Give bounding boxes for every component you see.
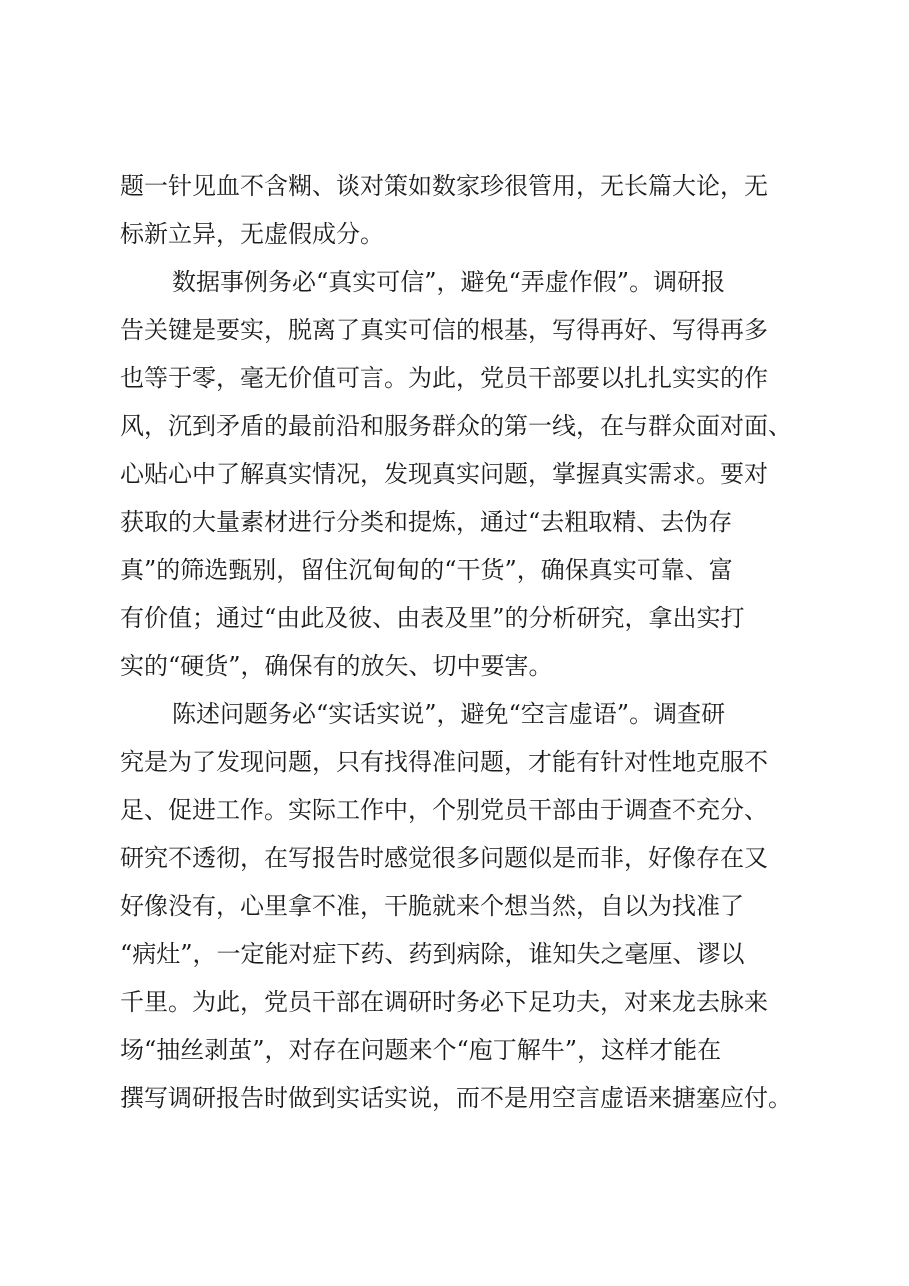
text-line-content: 有价值；通过“由此及彼、由表及里”的分析研究，拿出实打 [120,604,745,632]
text-line [0,1080,909,1116]
text-line-content: 实的“硬货”，确保有的放矢、切中要害。 [120,652,553,680]
text-line [0,264,909,300]
text-line [0,840,909,876]
text-line [0,744,909,780]
text-line [0,360,909,396]
text-line-content: 获取的大量素材进行分类和提炼，通过“去粗取精、去伪存 [120,508,733,536]
text-line-content: 心贴心中了解真实情况，发现真实问题，掌握真实需求。要对 [120,460,768,488]
text-line-content: 数据事例务必“真实可信”，避免“弄虚作假”。调研报 [172,268,726,296]
text-line-content: 告关键是要实，脱离了真实可信的根基，写得再好、写得再多 [120,316,768,344]
text-line-content: 研究不透彻，在写报告时感觉很多问题似是而非，好像存在又 [120,844,768,872]
text-line-content: 撰写调研报告时做到实话实说，而不是用空言虚语来搪塞应付。 [120,1084,792,1112]
text-line-content: 好像没有，心里拿不准，干脆就来个想当然，自以为找准了 [120,892,744,920]
text-line [0,504,909,540]
text-line-content: 也等于零，毫无价值可言。为此，党员干部要以扎扎实实的作 [120,364,768,392]
text-line [0,216,909,252]
text-line [0,984,909,1020]
text-line [0,696,909,732]
text-line [0,312,909,348]
text-line [0,456,909,492]
text-line-content: 风，沉到矛盾的最前沿和服务群众的第一线，在与群众面对面、 [120,412,792,440]
text-line-content: 题一针见血不含糊、谈对策如数家珍很管用，无长篇大论，无 [120,172,768,200]
text-line [0,600,909,636]
text-line [0,648,909,684]
text-line-content: “病灶”，一定能对症下药、药到病除，谁知失之毫厘、谬以 [120,940,745,968]
text-line [0,408,909,444]
text-line [0,888,909,924]
text-line-content: 千里。为此，党员干部在调研时务必下足功夫，对来龙去脉来 [120,988,768,1016]
text-line-content: 究是为了发现问题，只有找得准问题，才能有针对性地克服不 [120,748,768,776]
text-line [0,936,909,972]
text-line [0,552,909,588]
text-line-content: 标新立异，无虚假成分。 [120,220,384,248]
text-line-content: 陈述问题务必“实话实说”，避免“空言虚语”。调查研 [172,700,726,728]
text-line [0,792,909,828]
text-line-content: 足、促进工作。实际工作中，个别党员干部由于调查不充分、 [120,796,768,824]
text-line [0,1032,909,1068]
text-line-content: 场“抽丝剥茧”，对存在问题来个“庖丁解牛”，这样才能在 [120,1036,722,1064]
text-line-content: 真”的筛选甄别，留住沉甸甸的“干货”，确保真实可靠、富 [120,556,733,584]
text-line [0,168,909,204]
